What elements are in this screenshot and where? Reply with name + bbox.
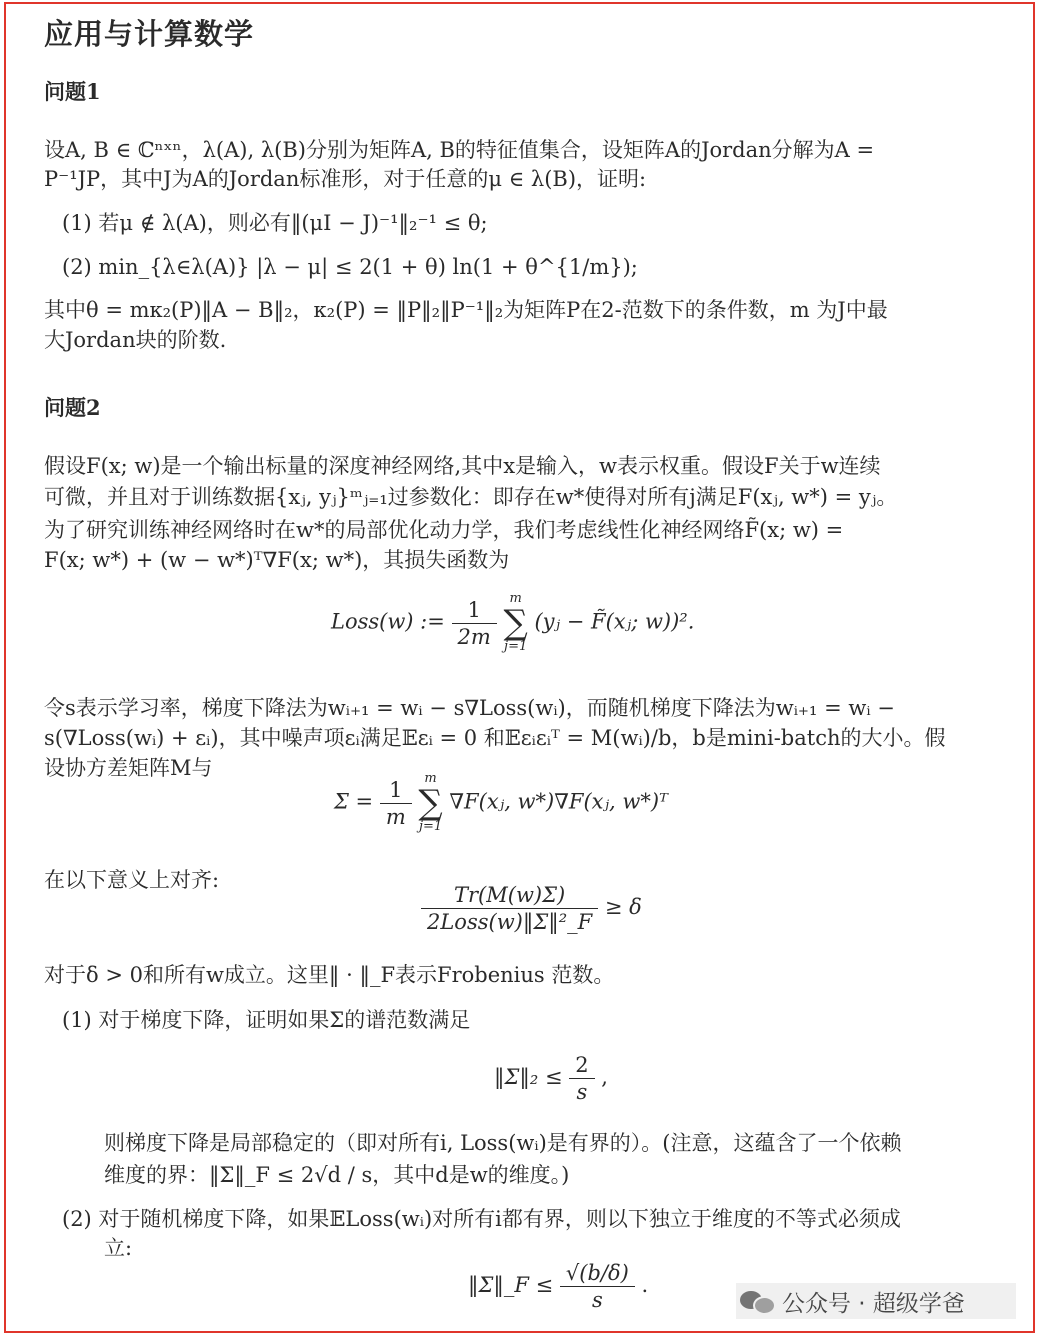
q2-paragraph-line-5: 令s表示学习率，梯度下降法为wᵢ₊₁ = wᵢ − s∇Loss(wᵢ)，而随机梯度下降法为wᵢ₊₁ = wᵢ −	[44, 696, 895, 720]
q1-heading: 问题1	[44, 79, 101, 104]
q2-item-2-line-2: 立:	[104, 1236, 133, 1260]
alignment-inequality	[421, 882, 642, 935]
loss-fraction	[452, 597, 497, 650]
sigma-fraction-numerator: 1	[380, 777, 412, 804]
loss-fraction-denominator: 2m	[457, 624, 491, 649]
wechat-icon	[740, 1287, 774, 1315]
q1-item-1: (1) 若μ ∉ λ(A)，则必有‖(μI − J)⁻¹‖₂⁻¹ ≤ θ;	[62, 211, 488, 235]
q2-paragraph-line-10: 则梯度下降是局部稳定的（即对所有i, Loss(wᵢ)是有界的）。(注意，这蕴含了一个依赖	[104, 1131, 902, 1155]
q1-paragraph-line-1: 设A, B ∈ ℂⁿˣⁿ，λ(A), λ(B)分别为矩阵A, B的特征值集合，设矩阵A的Jordan分解为A =	[44, 138, 875, 162]
q2-paragraph-line-4: F(x; w*) + (w − w*)ᵀ∇F(x; w*)，其损失函数为	[44, 548, 510, 572]
loss-fraction-numerator: 1	[452, 597, 497, 624]
ineq2-numerator: √(b/δ)	[560, 1260, 635, 1287]
q2-paragraph-line-11: 维度的界：‖Σ‖_F ≤ 2√d / s，其中d是w的维度。)	[104, 1163, 570, 1187]
loss-rhs: (yⱼ − F̃(xⱼ; w))².	[534, 609, 695, 634]
alignment-fraction	[421, 882, 598, 935]
ineq2-fraction	[560, 1260, 635, 1313]
q2-paragraph-line-9: 对于δ > 0和所有w成立。这里‖ · ‖_F表示Frobenius 范数。	[44, 963, 615, 987]
alignment-rhs: ≥ δ	[604, 895, 642, 919]
ineq1-denominator: s	[576, 1080, 588, 1104]
sigma-sum-icon: ∑	[418, 783, 443, 823]
sigma-sum-icon: ∑	[503, 603, 528, 643]
q1-paragraph-line-4: 大Jordan块的阶数.	[44, 328, 227, 352]
q2-paragraph-line-6: s(∇Loss(wᵢ) + εᵢ)，其中噪声项εᵢ满足𝔼εᵢ = 0 和𝔼εᵢεᵢᵀ = M(wᵢ)/b，b是mini-batch的大小。假	[44, 726, 946, 750]
page-title: 应用与计算数学	[44, 17, 255, 51]
q2-heading: 问题2	[44, 395, 101, 420]
q2-paragraph-line-8: 在以下意义上对齐:	[44, 868, 220, 892]
sigma-lhs: Σ =	[334, 789, 374, 814]
sigma-sum-upper: m	[424, 771, 437, 786]
q1-paragraph-line-3: 其中θ = mκ₂(P)‖A − B‖₂，κ₂(P) = ‖P‖₂‖P⁻¹‖₂为矩阵P在2-范数下的条件数，m 为J中最	[44, 298, 888, 322]
watermark-text: 公众号 · 超级学爸	[782, 1290, 965, 1317]
document-frame	[4, 2, 1035, 1333]
alignment-denominator: 2Loss(w)‖Σ‖²_F	[427, 910, 593, 934]
sigma-fraction	[380, 777, 412, 830]
q1-paragraph-line-2: P⁻¹JP，其中J为A的Jordan标准形，对于任意的μ ∈ λ(B)，证明:	[44, 167, 647, 191]
q2-paragraph-line-3: 为了研究训练神经网络时在w*的局部优化动力学，我们考虑线性化神经网络F̃(x; w) =	[44, 518, 844, 542]
ineq1-end: ,	[601, 1065, 608, 1089]
loss-equation	[331, 592, 694, 654]
sigma-fraction-denominator: m	[385, 804, 406, 829]
q1-item-2: (2) min_{λ∈λ(A)} |λ − μ| ≤ 2(1 + θ) ln(1 + θ^{1/m});	[62, 255, 638, 279]
q2-paragraph-line-2: 可微，并且对于训练数据{xⱼ, yⱼ}ᵐⱼ₌₁过参数化：即存在w*使得对所有j满足F(xⱼ, w*) = yⱼ。	[44, 485, 898, 509]
sigma-sum-lower: j=1	[418, 819, 443, 834]
q2-paragraph-line-7: 设协方差矩阵M与	[44, 756, 213, 780]
ineq2-lhs: ‖Σ‖_F ≤	[468, 1273, 554, 1297]
ineq2-denominator: s	[591, 1288, 603, 1312]
sigma-equation	[334, 772, 668, 834]
ineq1-lhs: ‖Σ‖₂ ≤	[494, 1065, 563, 1089]
q2-item-1: (1) 对于梯度下降，证明如果Σ的谱范数满足	[62, 1008, 471, 1032]
sigma-summation	[418, 772, 442, 834]
alignment-numerator: Tr(M(w)Σ)	[421, 882, 598, 909]
document	[6, 4, 1033, 1331]
sigma-rhs: ∇F(xⱼ, w*)∇F(xⱼ, w*)ᵀ	[449, 789, 668, 814]
ineq1-fraction	[569, 1052, 594, 1105]
watermark	[736, 1283, 1016, 1319]
loss-sum-lower: j=1	[504, 639, 528, 654]
spectral-norm-inequality	[494, 1052, 608, 1105]
q2-paragraph-line-1: 假设F(x; w)是一个输出标量的深度神经网络,其中x是输入，w表示权重。假设F关于w连续	[44, 454, 881, 478]
loss-summation	[504, 592, 528, 654]
ineq2-end: .	[641, 1273, 649, 1297]
ineq1-numerator: 2	[569, 1052, 594, 1079]
loss-lhs: Loss(w) :=	[331, 609, 445, 634]
loss-sum-upper: m	[509, 591, 522, 606]
frobenius-norm-inequality	[468, 1260, 648, 1313]
q2-item-2-line-1: (2) 对于随机梯度下降，如果𝔼Loss(wᵢ)对所有i都有界，则以下独立于维度的不等式必须成	[62, 1207, 901, 1231]
